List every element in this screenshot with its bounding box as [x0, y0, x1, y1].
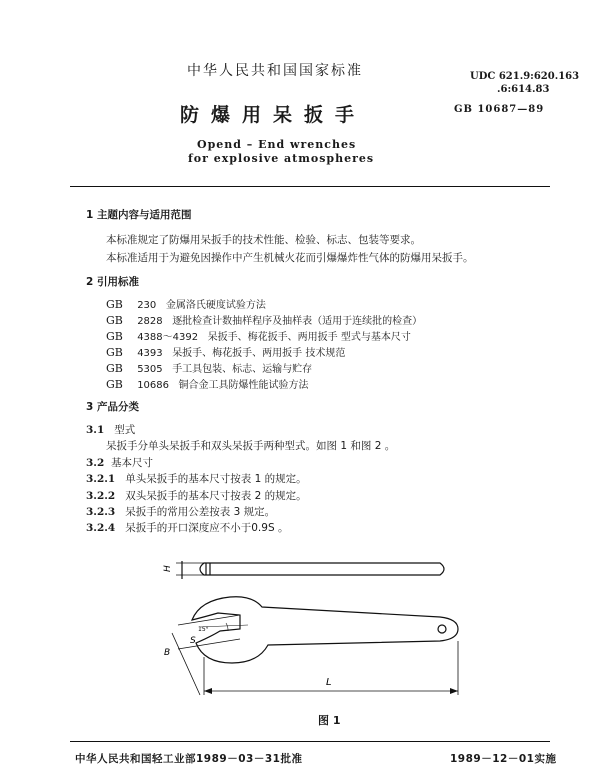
reference-number: 230: [137, 300, 157, 311]
clause-3-2-4: [86, 520, 288, 535]
arrowhead: [204, 688, 212, 694]
opening-axis-line: [178, 639, 240, 649]
section-3-1-paragraph: 呆扳手分单头呆扳手和双头呆扳手两种型式。如图 1 和图 2 。: [106, 440, 396, 452]
reference-item: [106, 328, 411, 343]
clause-3-2-1: [86, 471, 307, 486]
angle-label: 15°: [198, 626, 209, 633]
arrowhead: [450, 688, 458, 694]
clause-number: 3.2.4: [86, 522, 116, 534]
clause-3-2-3: [86, 504, 275, 519]
reference-code: GB: [106, 378, 123, 391]
dimension-label-l: L: [326, 677, 332, 688]
wrench-drawing: [140, 545, 470, 705]
dimension-line-b: [172, 633, 200, 695]
clause-3-2-2: [86, 488, 307, 503]
clause-text: 呆扳手的开口深度应不小于0.9S 。: [125, 522, 289, 534]
clause-title: 型式: [114, 424, 136, 436]
clause-number: 3.2.3: [86, 506, 116, 518]
reference-title: 手工具包装、标志、运输与贮存: [172, 364, 313, 375]
reference-title: 铜合金工具防爆性能试验方法: [178, 380, 309, 391]
reference-number: 4393: [137, 348, 163, 359]
reference-title: 呆扳手、梅花扳手、两用扳手 技术规范: [172, 348, 346, 359]
clause-title: 基本尺寸: [110, 457, 153, 469]
reference-code: GB: [106, 330, 123, 343]
reference-number: 4388～4392: [137, 332, 199, 343]
reference-item: [106, 344, 345, 359]
effective-date: 1989－12－01实施: [450, 753, 557, 765]
dimension-label-b: B: [164, 648, 171, 658]
udc-code-continued: .6:614.83: [497, 84, 550, 95]
standard-number: GB 10687—89: [454, 104, 545, 115]
page-title: 防爆用呆扳手: [180, 104, 367, 126]
footer-rule: [70, 741, 550, 742]
clause-number: 3.2: [86, 457, 105, 469]
udc-code: UDC 621.9:620.163: [470, 71, 580, 82]
wrench-outline: [192, 597, 458, 663]
dimension-label-h: H: [163, 565, 173, 572]
clause-text: 呆扳手的常用公差按表 3 规定。: [125, 506, 276, 518]
clause-number: 3.2.2: [86, 490, 116, 502]
clause-text: 单头呆扳手的基本尺寸按表 1 的规定。: [125, 473, 307, 485]
reference-number: 2828: [137, 316, 163, 327]
reference-title: 金属洛氏硬度试验方法: [165, 300, 266, 311]
english-title-line1: Opend – End wrenches: [197, 138, 357, 151]
approval-statement: 中华人民共和国轻工业部1989－03－31批准: [75, 753, 303, 765]
wrench-side-view: [200, 563, 444, 575]
english-title-line2: for explosive atmospheres: [188, 152, 375, 165]
clause-number: 3.1: [86, 424, 105, 436]
section-3-heading: 3 产品分类: [86, 401, 139, 413]
reference-item: [106, 360, 312, 375]
reference-code: GB: [106, 314, 123, 327]
section-2-heading: 2 引用标准: [86, 276, 139, 288]
issuing-body: 中华人民共和国国家标准: [187, 63, 363, 79]
section-3-1-heading: [86, 422, 135, 437]
opening-axis-line: [178, 615, 240, 625]
reference-title: 逐批检查计数抽样程序及抽样表（适用于连续批的检查）: [172, 316, 423, 327]
section-1-paragraph-1: 本标准规定了防爆用呆扳手的技术性能、检验、标志、包装等要求。: [106, 234, 421, 246]
reference-number: 10686: [137, 380, 169, 391]
reference-code: GB: [106, 362, 123, 375]
reference-item: [106, 376, 309, 391]
section-1-paragraph-2: 本标准适用于为避免因操作中产生机械火花而引爆爆炸性气体的防爆用呆扳手。: [106, 252, 474, 264]
reference-item: [106, 312, 422, 327]
reference-number: 5305: [137, 364, 163, 375]
hanging-hole: [438, 625, 446, 633]
dimension-label-s: S: [190, 636, 196, 646]
reference-code: GB: [106, 298, 123, 311]
header-rule: [70, 186, 550, 187]
section-1-heading: 1 主题内容与适用范围: [86, 209, 192, 221]
reference-title: 呆扳手、梅花扳手、两用扳手 型式与基本尺寸: [207, 332, 411, 343]
clause-text: 双头呆扳手的基本尺寸按表 2 的规定。: [125, 490, 307, 502]
reference-item: [106, 296, 266, 311]
figure-caption: 图 1: [318, 714, 341, 727]
reference-code: GB: [106, 346, 123, 359]
clause-number: 3.2.1: [86, 473, 116, 485]
section-3-2-heading: [86, 455, 153, 470]
